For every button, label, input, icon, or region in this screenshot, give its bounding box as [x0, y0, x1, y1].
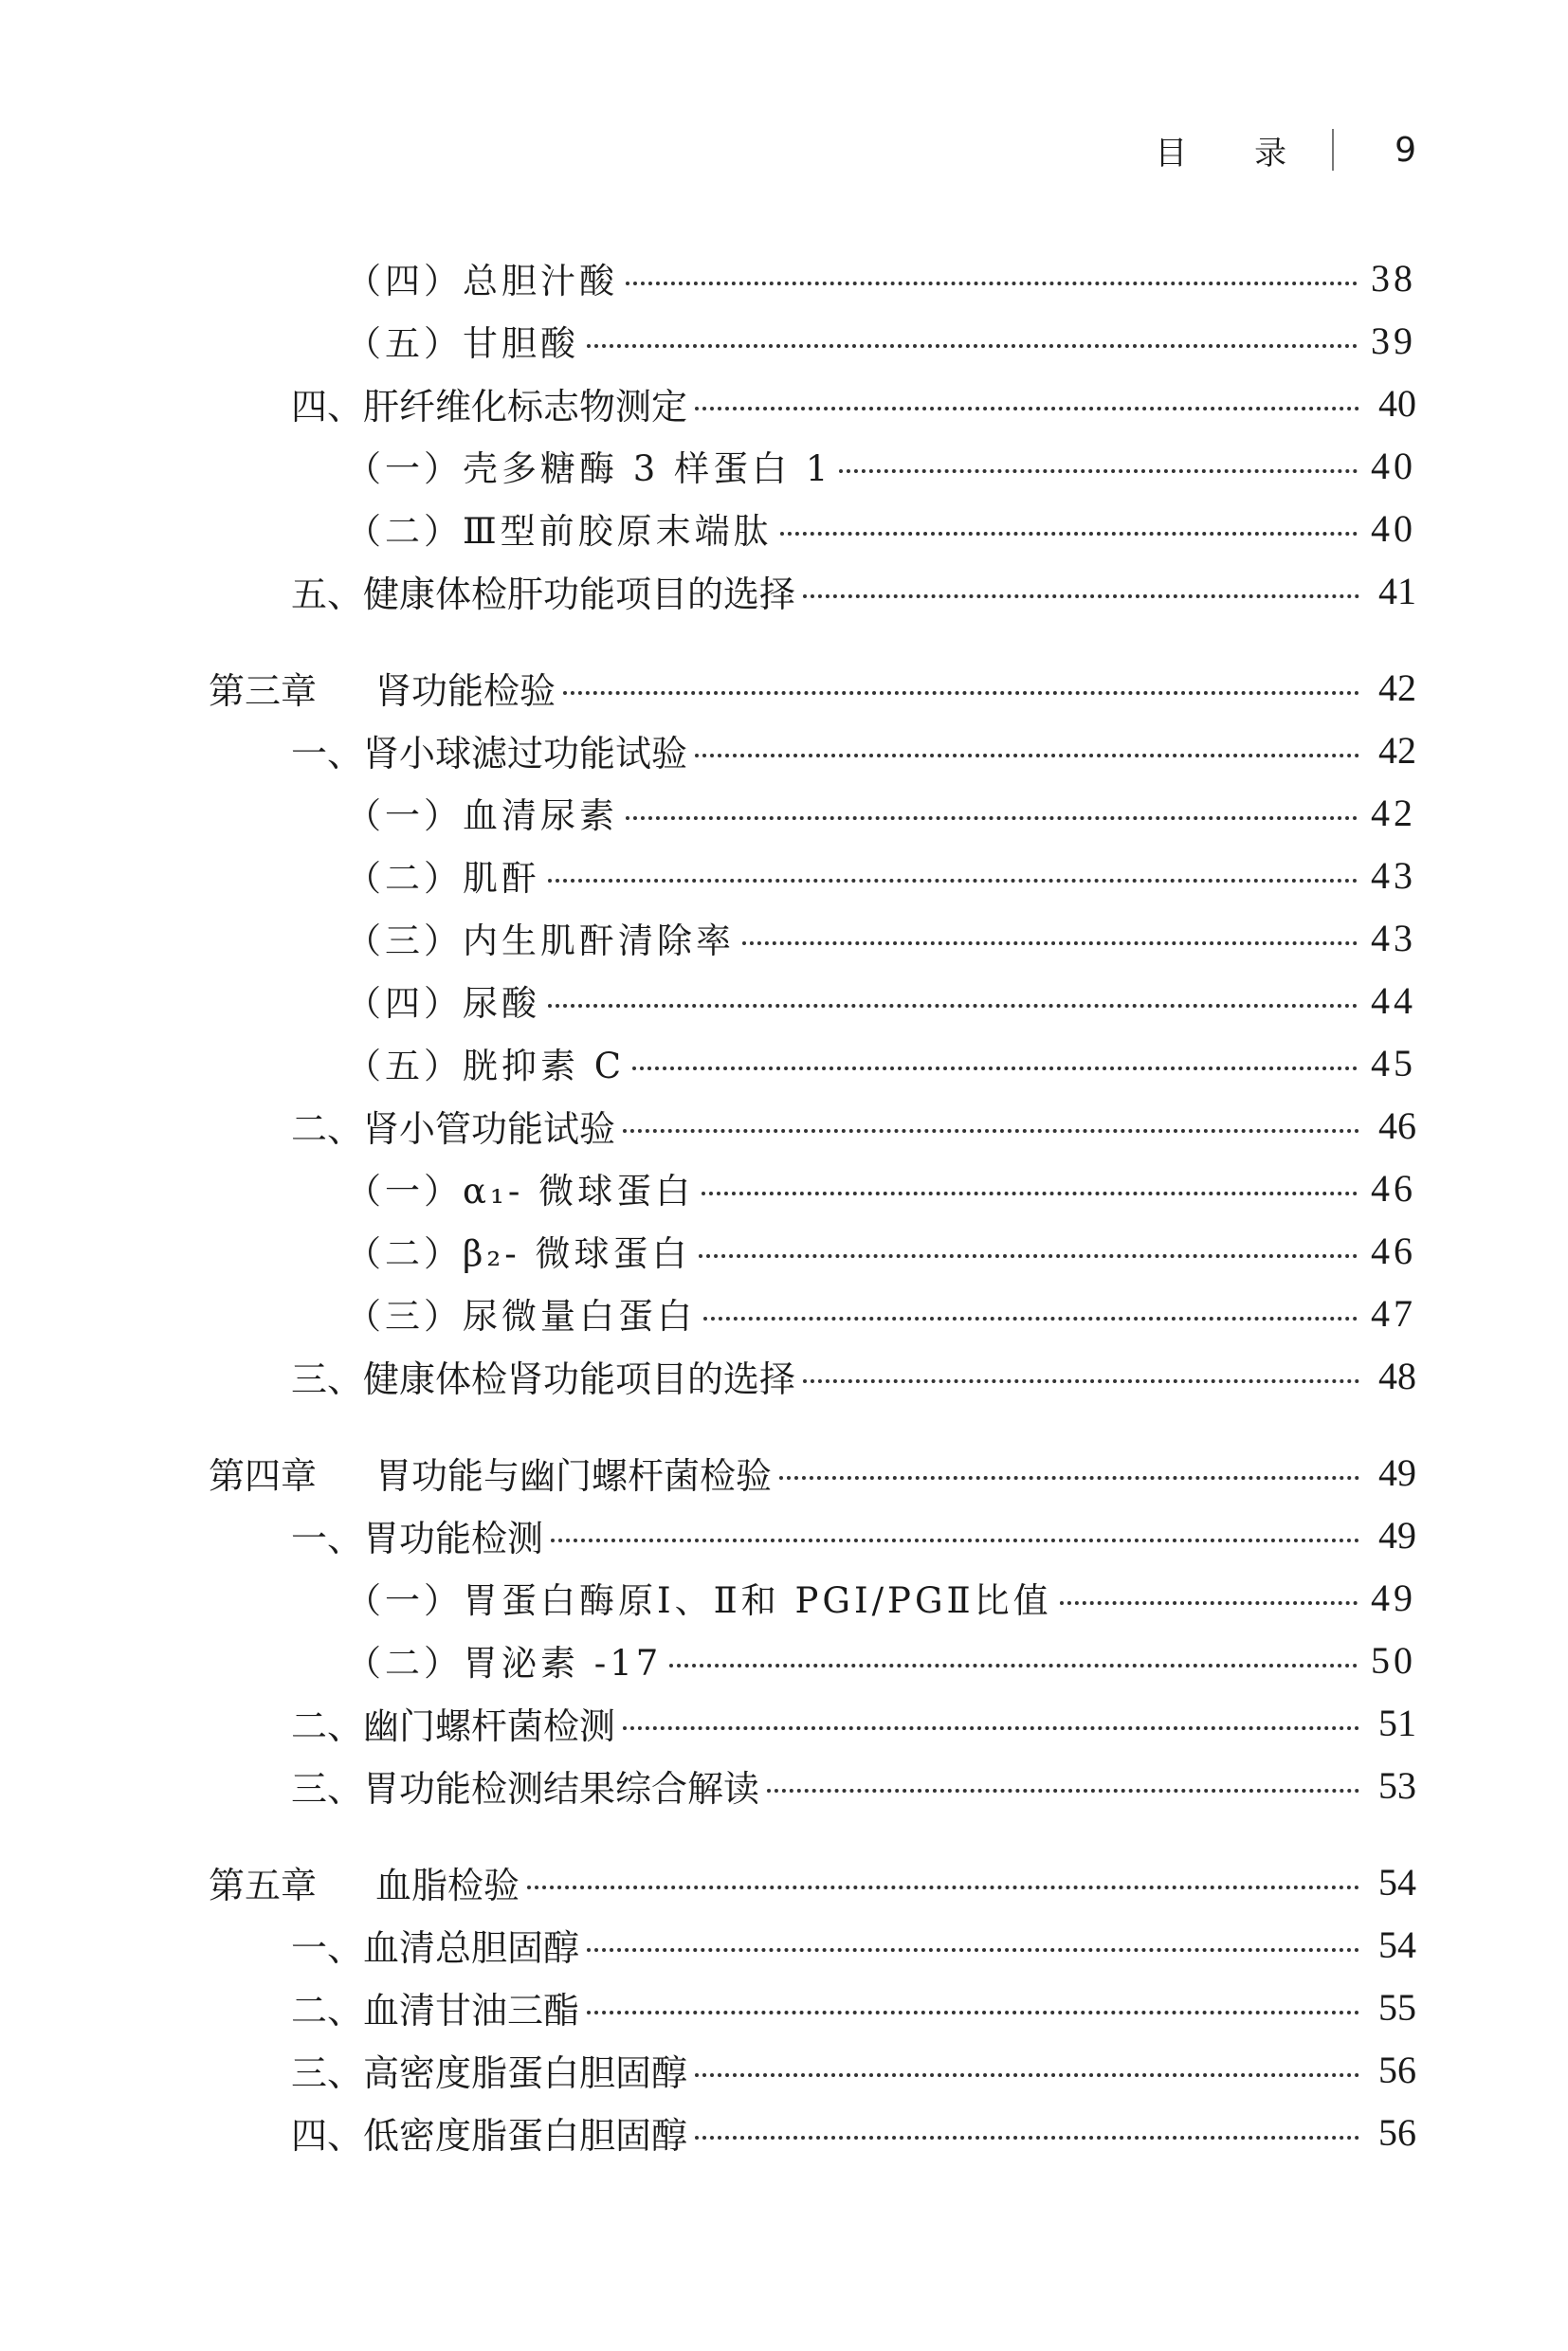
- dot-leader: [587, 344, 1358, 348]
- entry-title: 三、胃功能检测结果综合解读: [291, 1767, 760, 1810]
- toc-entry[interactable]: [209, 2038, 1416, 2101]
- dot-leader: [548, 879, 1358, 883]
- toc-entry[interactable]: [209, 559, 1416, 622]
- entry-page-number: 42: [1378, 665, 1416, 709]
- dot-leader: [548, 1004, 1358, 1008]
- running-head-title: 目 录: [1155, 134, 1316, 173]
- toc-entry[interactable]: [209, 497, 1416, 559]
- dot-leader: [626, 816, 1358, 820]
- entry-title: 一、胃功能检测: [291, 1517, 544, 1559]
- toc-entry[interactable]: [209, 372, 1416, 434]
- dot-leader: [1060, 1601, 1358, 1605]
- entry-page-number: 54: [1378, 1923, 1416, 1966]
- dot-leader: [669, 1664, 1358, 1668]
- toc-entry[interactable]: [209, 1629, 1416, 1691]
- entry-page-number: 39: [1371, 319, 1416, 362]
- page-number: 9: [1395, 130, 1416, 170]
- entry-page-number: 51: [1378, 1701, 1416, 1744]
- entry-page-number: 50: [1371, 1638, 1416, 1682]
- toc-entry[interactable]: [209, 1976, 1416, 2038]
- toc-chapter-entry[interactable]: [209, 1850, 1416, 1913]
- dot-leader: [803, 594, 1359, 598]
- entry-page-number: 41: [1378, 569, 1416, 612]
- entry-title: （四）总胆汁酸: [346, 261, 618, 301]
- entry-title: （五）甘胆酸: [346, 323, 579, 364]
- dot-leader: [839, 469, 1358, 473]
- entry-title: 一、肾小球滤过功能试验: [291, 732, 688, 775]
- dot-leader: [587, 1948, 1359, 1952]
- entry-page-number: 49: [1378, 1450, 1416, 1494]
- chapter-number: 第三章: [209, 669, 318, 712]
- dot-leader: [695, 2073, 1359, 2077]
- entry-page-number: 48: [1378, 1354, 1416, 1397]
- toc-entry[interactable]: [209, 1157, 1416, 1219]
- dot-leader: [702, 1192, 1358, 1195]
- dot-leader: [742, 941, 1358, 945]
- entry-title: 一、血清总胆固醇: [291, 1926, 580, 1969]
- toc-entry[interactable]: [209, 434, 1416, 497]
- dot-leader: [699, 1254, 1358, 1258]
- dot-leader: [780, 532, 1358, 536]
- running-head-divider: [1332, 129, 1334, 171]
- entry-page-number: 46: [1378, 1103, 1416, 1147]
- dot-leader: [551, 1539, 1359, 1542]
- entry-title: 二、肾小管功能试验: [291, 1107, 616, 1150]
- entry-title: 二、幽门螺杆菌检测: [291, 1704, 616, 1747]
- entry-title: （二）胃泌素 -17: [346, 1643, 663, 1684]
- entry-page-number: 56: [1378, 2048, 1416, 2091]
- entry-page-number: 40: [1371, 444, 1416, 487]
- toc-chapter-entry[interactable]: [209, 656, 1416, 719]
- entry-page-number: 46: [1371, 1166, 1416, 1210]
- entry-title: 三、高密度脂蛋白胆固醇: [291, 2051, 688, 2094]
- entry-title: （一）壳多糖酶 3 样蛋白 1: [346, 448, 832, 489]
- entry-page-number: 49: [1378, 1513, 1416, 1557]
- toc-entry[interactable]: [209, 1031, 1416, 1094]
- dot-leader: [587, 2011, 1359, 2014]
- entry-title: （二）β₂- 微球蛋白: [346, 1233, 691, 1274]
- dot-leader: [695, 407, 1359, 410]
- toc-entry[interactable]: [209, 1691, 1416, 1754]
- entry-title: 四、低密度脂蛋白胆固醇: [291, 2114, 688, 2157]
- toc-entry[interactable]: [209, 1344, 1416, 1407]
- dot-leader: [623, 1129, 1359, 1133]
- toc-entry[interactable]: [209, 969, 1416, 1031]
- entry-title: 五、健康体检肝功能项目的选择: [291, 573, 796, 615]
- entry-page-number: 43: [1371, 916, 1416, 959]
- toc-entry[interactable]: [209, 719, 1416, 781]
- toc-entry[interactable]: [209, 781, 1416, 844]
- dot-leader: [767, 1789, 1359, 1793]
- toc-entry[interactable]: [209, 246, 1416, 309]
- dot-leader: [695, 754, 1359, 757]
- entry-title: 二、血清甘油三酯: [291, 1989, 580, 2032]
- toc-entry[interactable]: [209, 309, 1416, 372]
- running-head: [1155, 121, 1416, 178]
- entry-page-number: 54: [1378, 1860, 1416, 1904]
- entry-title: 胃功能与幽门螺杆菌检验: [375, 1454, 773, 1497]
- toc-entry[interactable]: [209, 1282, 1416, 1344]
- entry-title: 三、健康体检肾功能项目的选择: [291, 1358, 796, 1400]
- entry-title: （一）胃蛋白酶原Ⅰ、Ⅱ和 PGⅠ/PGⅡ比值: [346, 1580, 1052, 1621]
- dot-leader: [695, 2136, 1359, 2140]
- entry-page-number: 38: [1371, 256, 1416, 300]
- entry-title: （二）Ⅲ型前胶原末端肽: [346, 511, 773, 552]
- dot-leader: [632, 1066, 1358, 1070]
- dot-leader: [626, 282, 1358, 285]
- entry-page-number: 53: [1378, 1763, 1416, 1807]
- toc-entry[interactable]: [209, 2101, 1416, 2163]
- entry-title: （三）尿微量白蛋白: [346, 1296, 696, 1337]
- entry-title: 四、肝纤维化标志物测定: [291, 385, 688, 428]
- entry-title: （二）肌酐: [346, 858, 540, 899]
- entry-page-number: 49: [1371, 1576, 1416, 1619]
- toc-entry[interactable]: [209, 1094, 1416, 1157]
- entry-page-number: 43: [1371, 853, 1416, 897]
- dot-leader: [779, 1476, 1359, 1480]
- dot-leader: [563, 691, 1359, 695]
- table-of-contents: [209, 246, 1416, 2163]
- entry-page-number: 46: [1371, 1229, 1416, 1272]
- toc-entry[interactable]: [209, 1566, 1416, 1629]
- entry-title: （一）血清尿素: [346, 795, 618, 836]
- entry-page-number: 44: [1371, 978, 1416, 1022]
- entry-page-number: 40: [1371, 506, 1416, 550]
- toc-entry[interactable]: [209, 1504, 1416, 1566]
- dot-leader: [623, 1726, 1359, 1730]
- chapter-number: 第五章: [209, 1864, 318, 1906]
- toc-entry[interactable]: [209, 906, 1416, 969]
- entry-title: （五）胱抑素 C: [346, 1046, 626, 1086]
- chapter-number: 第四章: [209, 1454, 318, 1497]
- toc-entry[interactable]: [209, 844, 1416, 906]
- entry-page-number: 55: [1378, 1985, 1416, 2029]
- entry-title: （三）内生肌酐清除率: [346, 920, 735, 961]
- entry-page-number: 40: [1378, 381, 1416, 425]
- toc-chapter-entry[interactable]: [209, 1441, 1416, 1504]
- entry-page-number: 42: [1371, 791, 1416, 834]
- dot-leader: [703, 1317, 1358, 1321]
- toc-entry[interactable]: [209, 1754, 1416, 1816]
- dot-leader: [527, 1886, 1359, 1889]
- entry-title: （一）α₁- 微球蛋白: [346, 1171, 695, 1212]
- toc-entry[interactable]: [209, 1913, 1416, 1976]
- dot-leader: [803, 1379, 1359, 1383]
- toc-entry[interactable]: [209, 1219, 1416, 1282]
- entry-title: 肾功能检验: [375, 669, 556, 712]
- entry-page-number: 47: [1371, 1291, 1416, 1335]
- entry-title: 血脂检验: [375, 1864, 520, 1906]
- entry-page-number: 45: [1371, 1041, 1416, 1084]
- entry-page-number: 56: [1378, 2110, 1416, 2154]
- entry-page-number: 42: [1378, 728, 1416, 772]
- entry-title: （四）尿酸: [346, 983, 540, 1024]
